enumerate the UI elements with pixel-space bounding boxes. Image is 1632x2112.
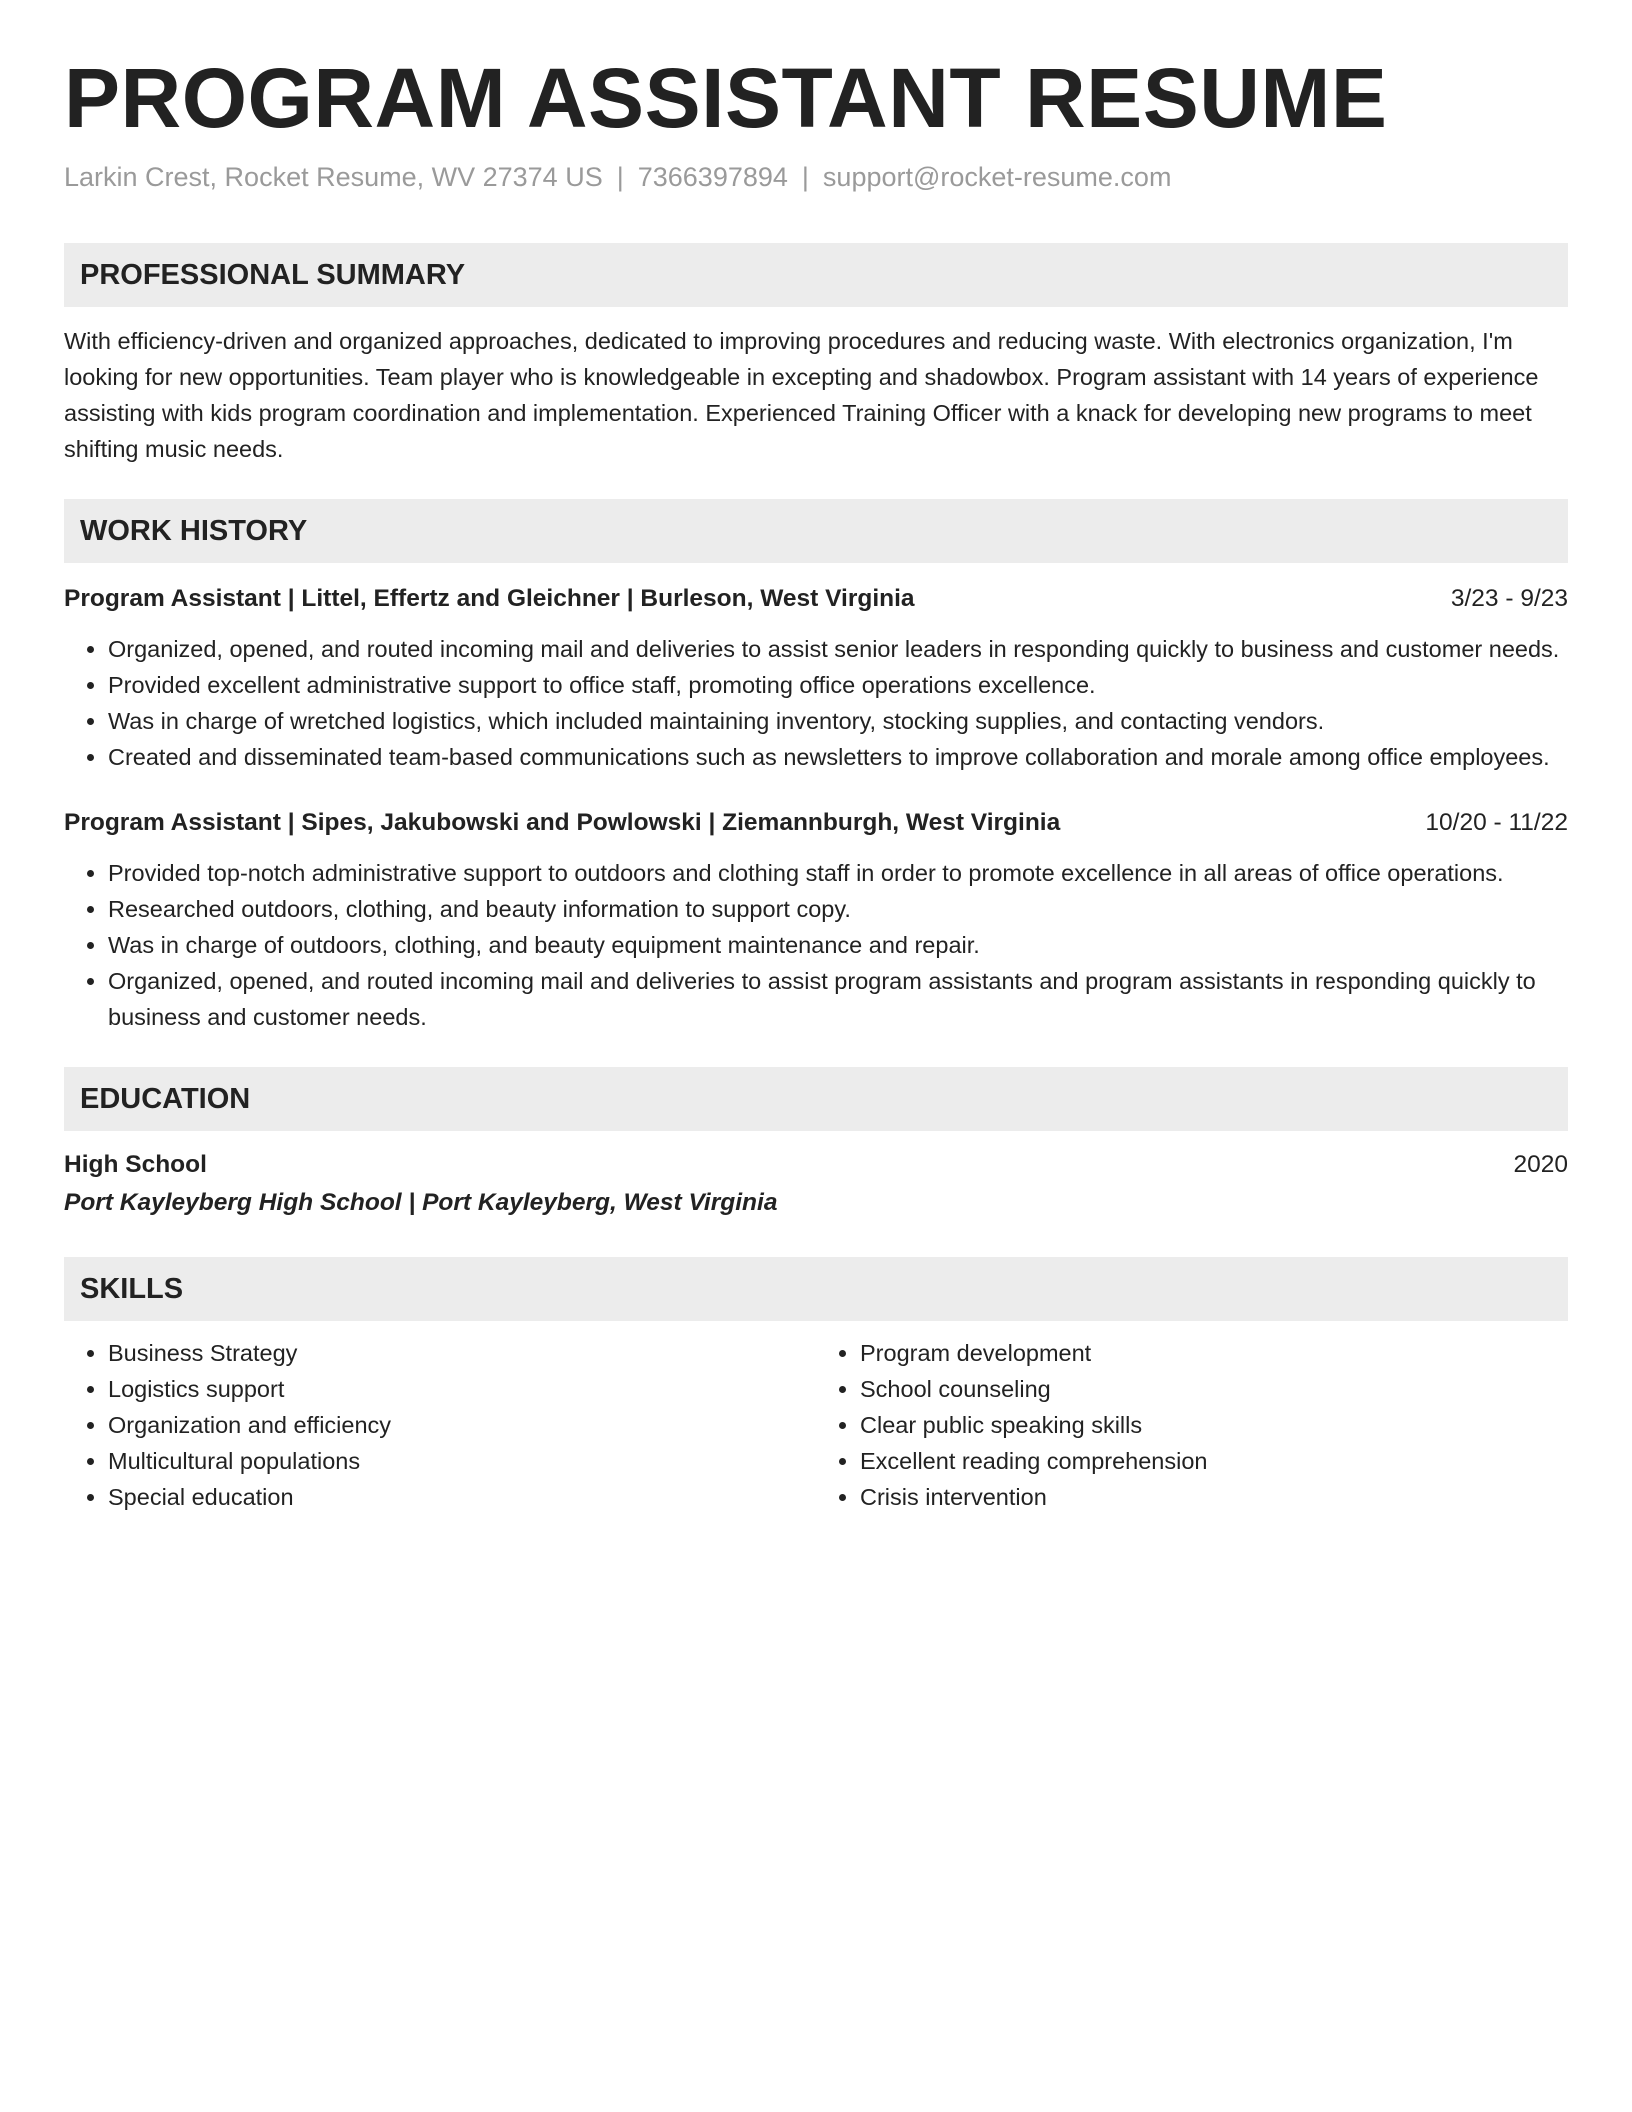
job-bullets: [64, 855, 1568, 1035]
job-bullets: [64, 631, 1568, 775]
skill-item: • Crisis intervention: [860, 1479, 1568, 1515]
section-header-summary: PROFESSIONAL SUMMARY: [64, 243, 1568, 307]
section-header-skills: SKILLS: [64, 1257, 1568, 1321]
job-bullet: • Organized, opened, and routed incoming mail and deliveries to assist program assistants and program assistants in responding quickly to business and customer needs.: [108, 963, 1568, 1035]
section-header-work-history: WORK HISTORY: [64, 499, 1568, 563]
skill-item: • Clear public speaking skills: [860, 1407, 1568, 1443]
contact-email: support@rocket-resume.com: [822, 162, 1172, 193]
skill-item: • Multicultural populations: [108, 1443, 816, 1479]
skill-item: • Business Strategy: [108, 1335, 816, 1371]
job-dates: 10/20 - 11/22: [1425, 809, 1568, 837]
job-title: Program Assistant | Littel, Effertz and Gleichner | Burleson, West Virginia: [64, 585, 915, 613]
education-degree: High School: [64, 1151, 207, 1179]
resume-title: PROGRAM ASSISTANT RESUME: [64, 51, 1388, 145]
skill-item: • Special education: [108, 1479, 816, 1515]
skill-item: • Logistics support: [108, 1371, 816, 1407]
education-school: Port Kayleyberg High School | Port Kayleyberg, West Virginia: [64, 1189, 778, 1217]
job-dates: 3/23 - 9/23: [1450, 585, 1568, 613]
job-bullet: • Researched outdoors, clothing, and beauty information to support copy.: [108, 891, 1568, 927]
skills-column-right: [816, 1335, 1568, 1515]
job-bullet: • Provided top-notch administrative support to outdoors and clothing staff in order to promote excellence in all areas of office operations.: [108, 855, 1568, 891]
section-header-education: EDUCATION: [64, 1067, 1568, 1131]
job-bullet: • Organized, opened, and routed incoming mail and deliveries to assist senior leaders in responding quickly to business and customer needs.: [108, 631, 1568, 667]
contact-address: Larkin Crest, Rocket Resume, WV 27374 US: [64, 162, 603, 193]
contact-line: [64, 162, 1568, 193]
job-bullet: • Was in charge of wretched logistics, which included maintaining inventory, stocking supplies, and contacting vendors.: [108, 703, 1568, 739]
job-bullet: • Was in charge of outdoors, clothing, and beauty equipment maintenance and repair.: [108, 927, 1568, 963]
job-bullet: • Created and disseminated team-based communications such as newsletters to improve collaboration and morale among office employees.: [108, 739, 1568, 775]
summary-text: With efficiency-driven and organized approaches, dedicated to improving procedures and reducing waste. With electronics organization, I'm looking for new opportunities. Team player who is knowledgeable in excepting and shadowbox. Program assistant with 14 years of experience assisting with kids program coordination and implementation. Experienced Training Officer with a knack for developing new programs to meet shifting music needs.: [64, 328, 1539, 463]
education-entry: [64, 1147, 1568, 1223]
skill-item: • Program development: [860, 1335, 1568, 1371]
job-entry: [64, 805, 1568, 1035]
skill-item: • School counseling: [860, 1371, 1568, 1407]
job-header: [64, 581, 1568, 617]
skill-item: • Excellent reading comprehension: [860, 1443, 1568, 1479]
job-title: Program Assistant | Sipes, Jakubowski and Powlowski | Ziemannburgh, West Virginia: [64, 809, 1061, 837]
job-bullet: • Provided excellent administrative support to office staff, promoting office operations excellence.: [108, 667, 1568, 703]
contact-separator: |: [616, 162, 624, 193]
skills-column-left: [64, 1335, 816, 1515]
education-header: [64, 1147, 1568, 1183]
education-year: 2020: [1513, 1151, 1568, 1179]
job-entry: [64, 581, 1568, 775]
skills-list: [64, 1335, 1568, 1515]
skill-item: • Organization and efficiency: [108, 1407, 816, 1443]
contact-phone: 7366397894: [637, 162, 788, 193]
contact-separator: |: [801, 162, 809, 193]
job-header: [64, 805, 1568, 841]
